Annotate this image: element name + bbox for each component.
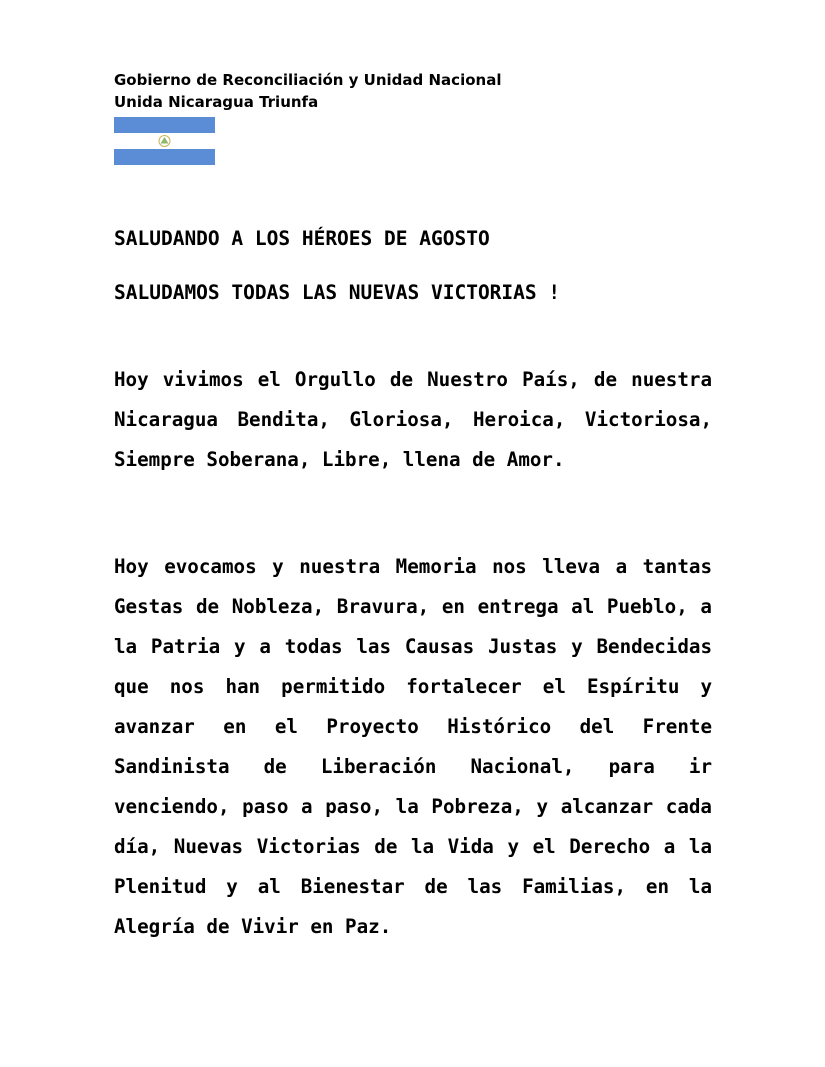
paragraph-1: Hoy vivimos el Orgullo de Nuestro País, de nuestra Nicaragua Bendita, Gloriosa, Heroica, Victoriosa, Siempre Soberana, Libre, llena de Amor.: [114, 368, 712, 471]
document-title: SALUDANDO A LOS HÉROES DE AGOSTO: [114, 227, 490, 250]
government-name: Gobierno de Reconciliación y Unidad Nacional: [114, 71, 502, 89]
nicaragua-flag-icon: [114, 117, 215, 165]
headings: [114, 222, 734, 310]
letterhead: [114, 69, 501, 113]
paragraph-2: Hoy evocamos y nuestra Memoria nos lleva a tantas Gestas de Nobleza, Bravura, en entrega al Pueblo, a la Patria y a todas las Causas Justas y Bendecidas que nos han permitido fortalecer el Espíritu y avanzar en el Proyecto Histórico del Frente Sandinista de Liberación Nacional, para ir venciendo, paso a paso, la Pobreza, y alcanzar cada día, Nuevas Victorias de la Vida y el Derecho a la Plenitud y al Bienestar de las Familias, en la Alegría de Vivir en Paz.: [114, 555, 712, 938]
document-subtitle: SALUDAMOS TODAS LAS NUEVAS VICTORIAS !: [114, 281, 561, 304]
government-slogan: Unida Nicaragua Triunfa: [114, 93, 319, 111]
